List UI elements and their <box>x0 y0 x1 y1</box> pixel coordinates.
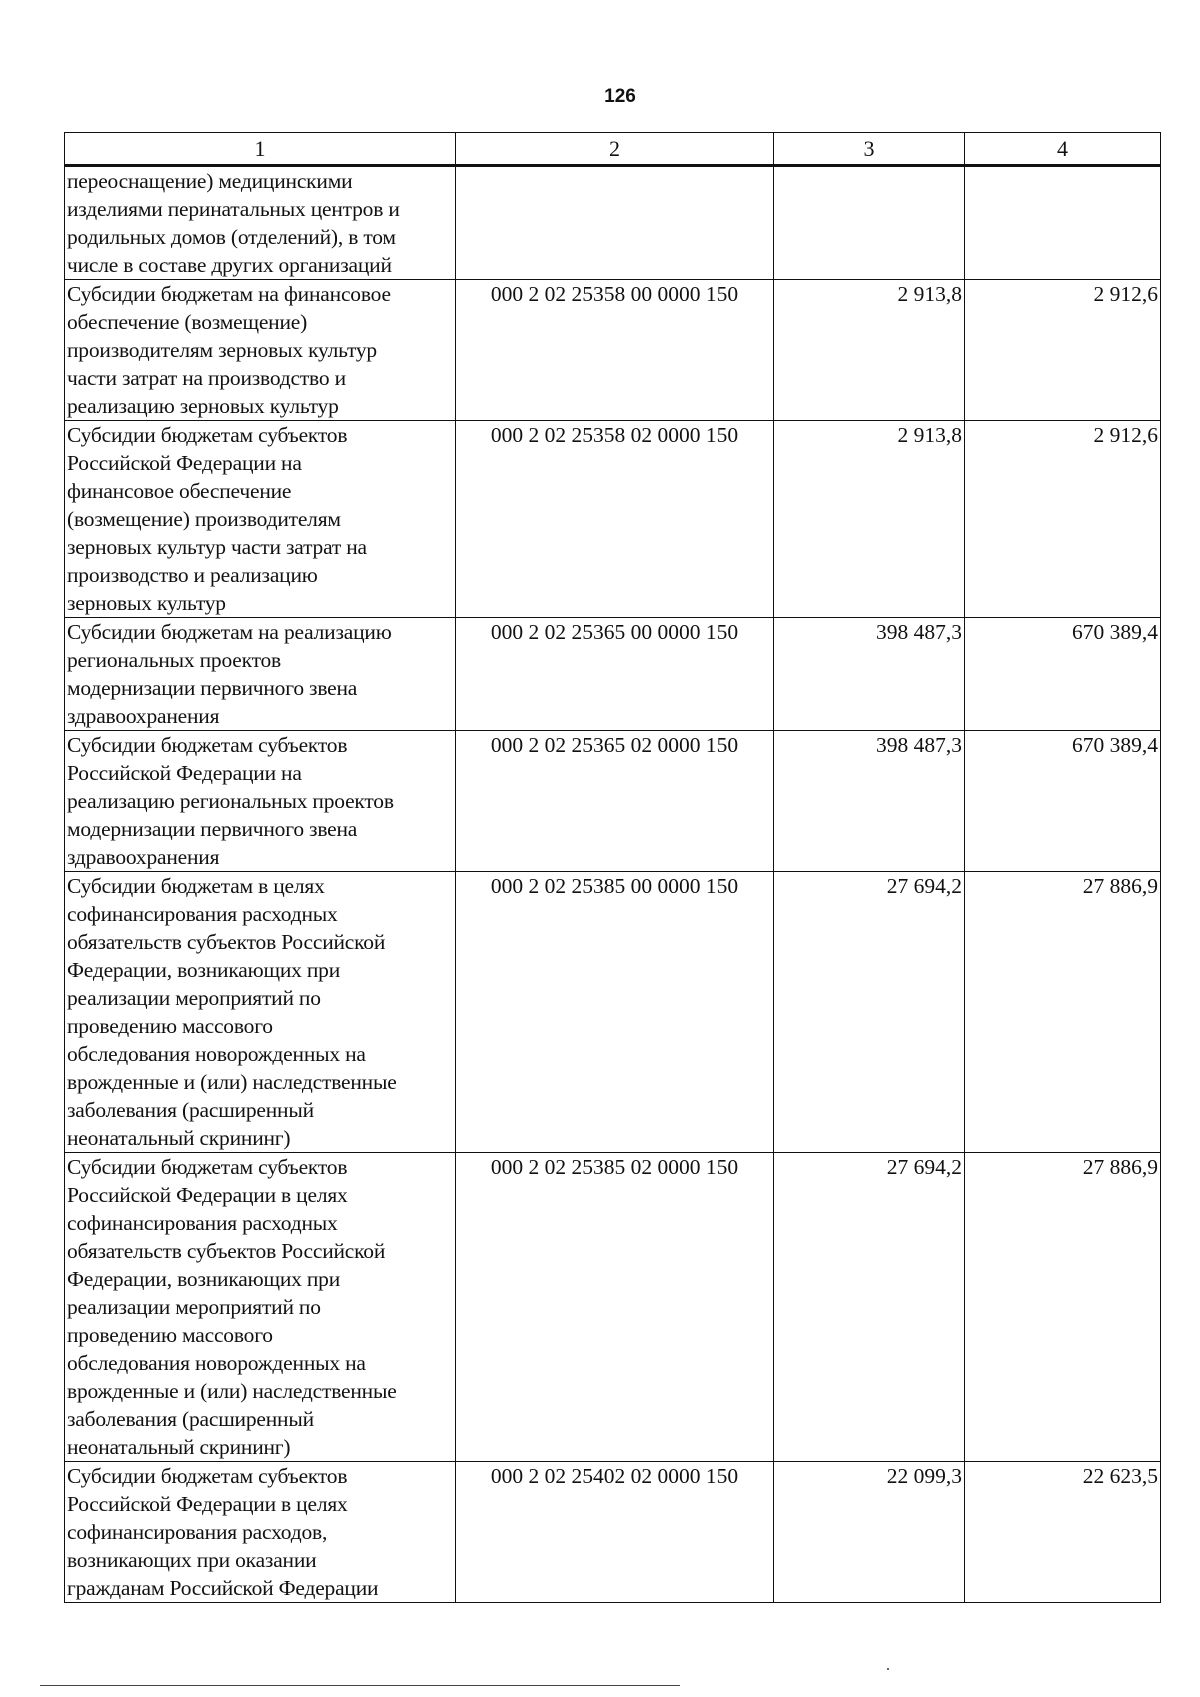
row-value3-cell: 22 099,3 <box>774 1462 965 1603</box>
row-value4-cell: 2 912,6 <box>965 421 1161 618</box>
table-row <box>65 618 1161 731</box>
row-value4-cell: 2 912,6 <box>965 280 1161 421</box>
row-value4-cell: 22 623,5 <box>965 1462 1161 1603</box>
row-code-cell: 000 2 02 25358 00 0000 150 <box>456 280 774 421</box>
row-name-cell: Субсидии бюджетам в целях софинансирования расходных обязательств субъектов Российской Федерации, возникающих при реализации мероприятий по проведению массового обследования новорожденных на врожденные и (или) наследственные заболевания (расширенный неонатальный скрининг) <box>65 872 456 1153</box>
row-name-cell: Субсидии бюджетам субъектов Российской Федерации на реализацию региональных проектов модернизации первичного звена здравоохранения <box>65 731 456 872</box>
column-header-3: 3 <box>774 133 965 166</box>
row-value3-cell: 2 913,8 <box>774 280 965 421</box>
row-name-cell: переоснащение) медицинскими изделиями перинатальных центров и родильных домов (отделений), в том числе в составе других организаций <box>65 166 456 280</box>
row-value4-cell <box>965 166 1161 280</box>
row-value4-cell: 670 389,4 <box>965 731 1161 872</box>
row-code-cell: 000 2 02 25385 02 0000 150 <box>456 1153 774 1462</box>
row-code-cell: 000 2 02 25402 02 0000 150 <box>456 1462 774 1603</box>
row-value3-cell: 398 487,3 <box>774 731 965 872</box>
budget-table <box>64 132 1161 1603</box>
table-row <box>65 421 1161 618</box>
row-value4-cell: 27 886,9 <box>965 872 1161 1153</box>
row-code-cell: 000 2 02 25365 00 0000 150 <box>456 618 774 731</box>
row-name-cell: Субсидии бюджетам субъектов Российской Федерации на финансовое обеспечение (возмещение) производителям зерновых культур части затрат на производство и реализацию зерновых культур <box>65 421 456 618</box>
row-code-cell: 000 2 02 25358 02 0000 150 <box>456 421 774 618</box>
column-header-2: 2 <box>456 133 774 166</box>
table-row <box>65 166 1161 280</box>
row-code-cell <box>456 166 774 280</box>
row-value3-cell: 27 694,2 <box>774 1153 965 1462</box>
table-header-row <box>65 133 1161 166</box>
row-value3-cell: 398 487,3 <box>774 618 965 731</box>
scan-speck <box>887 1668 889 1670</box>
page-number: 126 <box>604 86 636 107</box>
table-row <box>65 872 1161 1153</box>
row-name-cell: Субсидии бюджетам на финансовое обеспечение (возмещение) производителям зерновых культур части затрат на производство и реализацию зерновых культур <box>65 280 456 421</box>
row-code-cell: 000 2 02 25365 02 0000 150 <box>456 731 774 872</box>
row-code-cell: 000 2 02 25385 00 0000 150 <box>456 872 774 1153</box>
table-row <box>65 280 1161 421</box>
column-header-4: 4 <box>965 133 1161 166</box>
row-name-cell: Субсидии бюджетам на реализацию региональных проектов модернизации первичного звена здравоохранения <box>65 618 456 731</box>
table-row <box>65 731 1161 872</box>
table-row <box>65 1462 1161 1603</box>
row-name-cell: Субсидии бюджетам субъектов Российской Федерации в целях софинансирования расходов, возникающих при оказании гражданам Российской Федерации <box>65 1462 456 1603</box>
column-header-1: 1 <box>65 133 456 166</box>
table-row <box>65 1153 1161 1462</box>
footer-divider <box>40 1685 680 1686</box>
row-value3-cell <box>774 166 965 280</box>
row-name-cell: Субсидии бюджетам субъектов Российской Федерации в целях софинансирования расходных обязательств субъектов Российской Федерации, возникающих при реализации мероприятий по проведению массового обследования новорожденных на врожденные и (или) наследственные заболевания (расширенный неонатальный скрининг) <box>65 1153 456 1462</box>
row-value4-cell: 27 886,9 <box>965 1153 1161 1462</box>
row-value3-cell: 2 913,8 <box>774 421 965 618</box>
row-value4-cell: 670 389,4 <box>965 618 1161 731</box>
row-value3-cell: 27 694,2 <box>774 872 965 1153</box>
